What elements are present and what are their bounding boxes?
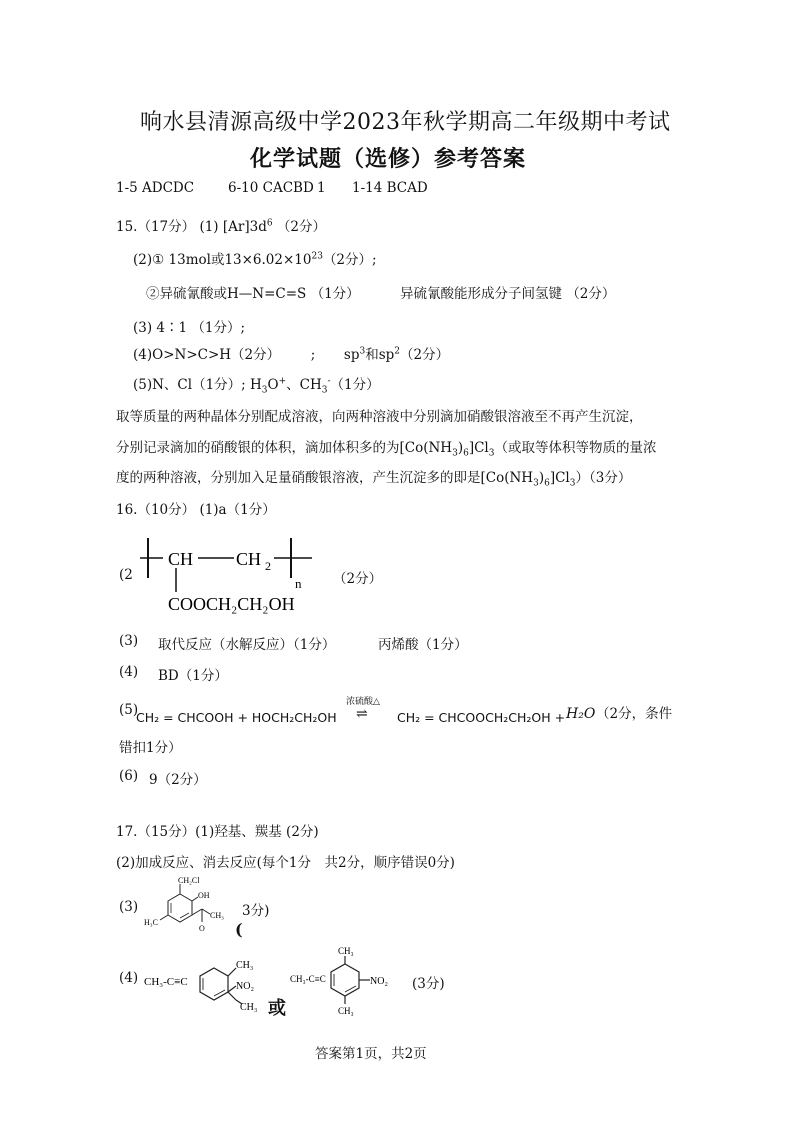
q16-part2-label: (2 — [119, 567, 133, 583]
svg-text:NO₂: NO₂ — [370, 976, 388, 987]
svg-text:CH₃: CH₃ — [240, 1002, 258, 1013]
mcq-answers-6-10: 6-10 CACBD — [228, 180, 314, 196]
q16-part6-label: (6) — [119, 768, 139, 784]
q15-part2-2-answer: ②异硫氰酸或H—N=C=S （1分） — [146, 286, 360, 302]
q16-part5-water: H₂O — [566, 706, 596, 722]
q16-part5-score-cont: 错扣1分） — [119, 740, 182, 756]
q17-part4-or: 或 — [268, 998, 286, 1019]
mcq-answers-11-14: 1-14 BCAD — [352, 180, 428, 196]
exam-title: 响水县清源高级中学2023年秋学期高二年级期中考试 — [140, 110, 671, 135]
svg-text:H₃C: H₃C — [144, 918, 158, 927]
q16-part3-answer: 取代反应（水解反应）（1分） — [158, 637, 336, 653]
q15-part3: (3) 4∶1 （1分）; — [133, 320, 246, 336]
polymer-n: n — [295, 576, 302, 591]
q16-part5-score: （2分，条件 — [596, 706, 673, 722]
q17-part4-structure-a — [142, 948, 282, 1018]
q16-part3-answer2: 丙烯酸（1分） — [378, 637, 468, 653]
q16-part2-score: （2分） — [333, 571, 383, 587]
svg-text:CH₃: CH₃ — [338, 1006, 354, 1016]
page-number: 答案第1页，共2页 — [315, 1046, 427, 1062]
q15-paragraph-line3: 度的两种溶液，分别加入足量硝酸银溶液，产生沉淀多的即是$[Co(NH_3)_6]Cl_3)(3$分） — [116, 470, 632, 489]
q15-part2-2-reason: 异硫氰酸能形成分子间氢键 （2分） — [400, 286, 616, 302]
polymer-ch2: CH — [236, 549, 262, 569]
q15-paragraph-line2: 分别记录滴加的硝酸银的体积，滴加体积多的为$[Co(NH_3)_6]Cl_3$（或取等体积等物质的量浓 — [116, 440, 657, 459]
q15-paragraph-line1: 取等质量的两种晶体分别配成溶液，向两种溶液中分别滴加硝酸银溶液至不再产生沉淀， — [116, 409, 643, 425]
q17-part3-structure — [140, 872, 240, 937]
q17-header: 17.（15分）(1)羟基、羰基 (2分) — [116, 824, 319, 840]
svg-text:CH₃: CH₃ — [338, 946, 354, 956]
svg-text:CH₂Cl: CH₂Cl — [178, 876, 200, 885]
q16-part5-products: CH₂ = CHCOOCH₂CH₂OH + — [397, 710, 566, 725]
svg-text:2: 2 — [265, 559, 271, 573]
svg-text:OH: OH — [198, 891, 210, 900]
svg-text:CH₃-C≡C: CH₃-C≡C — [290, 974, 326, 984]
q16-part5-condition: 浓硫酸△ — [346, 697, 380, 707]
q15-header: 15.（17分） (1) $[Ar]3d^6$ （2分） — [116, 218, 326, 235]
mcq-answers-11: 1 — [317, 180, 326, 196]
q17-part3-label: (3) — [119, 899, 139, 915]
q15-part1: (1) [Ar]3d — [199, 219, 267, 235]
q15-part5: (5)N、Cl（1分）; $H_3O^+$、$CH_3^-(1$分） — [133, 376, 380, 396]
q16-part6-answer: 9（2分） — [149, 772, 207, 788]
q16-part3-label: (3) — [119, 633, 139, 649]
answer-key-subtitle: 化学试题（选修）参考答案 — [250, 146, 527, 172]
q15-part1-score: （2分） — [276, 219, 326, 235]
q16-header: 16.（10分） (1)a（1分） — [116, 502, 276, 518]
q16-part4-label: (4) — [119, 664, 139, 680]
q17-part3-score: 3分) — [242, 903, 270, 919]
q17-part4-score: (3分) — [412, 976, 445, 992]
polymer-ch: CH — [168, 549, 194, 569]
svg-text:O: O — [199, 924, 205, 933]
svg-text:NO₂: NO₂ — [236, 981, 254, 992]
polymer-sidechain: COOCH₂CH₂OH — [168, 594, 295, 614]
svg-text:CH₃: CH₃ — [236, 960, 254, 971]
q15-heading: 15.（17分） — [116, 219, 196, 235]
q17-part4-structure-b — [290, 942, 410, 1022]
q17-part2: (2)加成反应、消去反应(每个1分 共2分，顺序错误0分) — [116, 855, 455, 871]
mcq-answers-1-5: 1-5 ADCDC — [116, 180, 195, 196]
svg-text:CH₃-C≡C: CH₃-C≡C — [144, 976, 188, 988]
q16-part4-answer: BD（1分） — [158, 668, 228, 684]
polymer-structure — [130, 528, 330, 620]
q16-part5-label: (5) — [119, 702, 139, 718]
q15-part4: (4)O>N>C>H（2分） ; $sp^3$和$sp^2(2$分） — [133, 346, 450, 363]
q16-part5-arrow: ⇌ — [356, 706, 368, 722]
q16-part5-reactants: CH₂ = CHCOOH + HOCH₂CH₂OH — [136, 710, 337, 725]
q15-part2-1: (2)① 13mol或$13\times 6.02\times 10^{23}(2$分）; — [133, 251, 377, 268]
svg-text:CH₃: CH₃ — [210, 911, 224, 920]
q17-part3-paren: ( — [235, 920, 243, 939]
q17-part4-label: (4) — [119, 970, 139, 986]
